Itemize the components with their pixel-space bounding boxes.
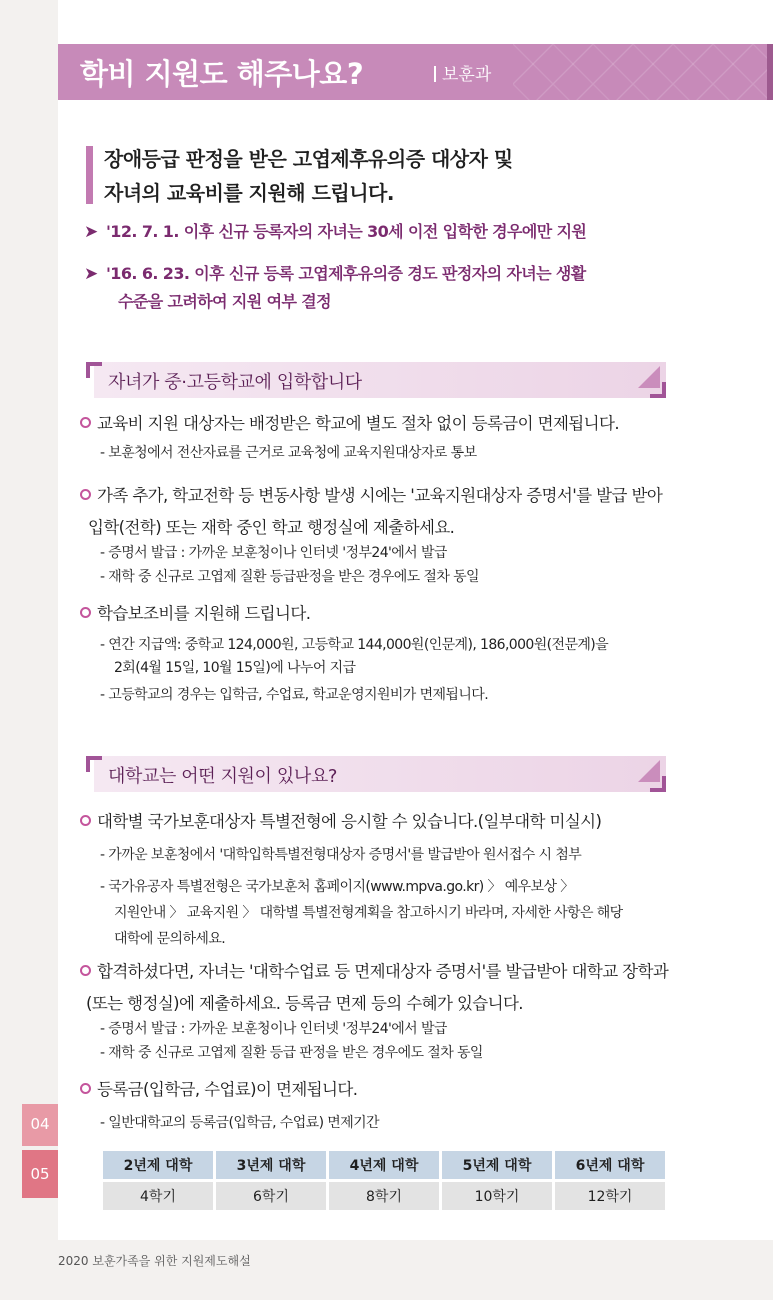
page-footer: 2020 보훈가족을 위한 지원제도해설	[58, 1254, 251, 1268]
table-header-cell: 5년제 대학	[442, 1151, 552, 1179]
list-item: 가족 추가, 학교전학 등 변동사항 발생 시에는 '교육지원대상자 증명서'를 발급 받아 입학(전학) 또는 재학 중인 학교 행정실에 제출하세요.	[80, 480, 680, 544]
chapter-tab-04[interactable]: 04	[22, 1104, 58, 1146]
department-label: 보훈과	[434, 60, 491, 85]
table-cell: 8학기	[329, 1182, 439, 1210]
table-header-cell: 4년제 대학	[329, 1151, 439, 1179]
bullet-icon	[80, 965, 91, 976]
page-header	[58, 44, 773, 100]
table-header-cell: 3년제 대학	[216, 1151, 326, 1179]
list-subitem: - 고등학교의 경우는 입학금, 수업료, 학교운영지원비가 면제됩니다.	[100, 687, 489, 703]
list-item: 대학별 국가보훈대상자 특별전형에 응시할 수 있습니다.(일부대학 미실시)	[80, 806, 680, 838]
section-heading-school	[86, 362, 666, 398]
header-pattern	[513, 44, 773, 100]
header-edge	[767, 44, 773, 100]
arrow-icon: ➤	[84, 222, 99, 242]
intro-note-2: '16. 6. 23. 이후 신규 등록 고엽제후유의증 경도 판정자의 자녀는 생활 수준을 고려하여 지원 여부 결정	[106, 264, 586, 311]
chapter-tab-05[interactable]: 05	[22, 1150, 58, 1198]
section-heading-university	[86, 756, 666, 792]
list-item: 등록금(입학금, 수업료)이 면제됩니다.	[80, 1074, 680, 1106]
table-cell: 10학기	[442, 1182, 552, 1210]
list-item: 합격하셨다면, 자녀는 '대학수업료 등 면제대상자 증명서'를 발급받아 대학교 장학과 (또는 행정실)에 제출하세요. 등록금 면제 등의 수혜가 있습니다.	[80, 956, 680, 1020]
list-item: 교육비 지원 대상자는 배정받은 학교에 별도 절차 없이 등록금이 면제됩니다.	[80, 408, 680, 440]
list-item: 학습보조비를 지원해 드립니다.	[80, 598, 680, 630]
list-subitem: - 재학 중 신규로 고엽제 질환 등급 판정을 받은 경우에도 절차 동일	[100, 1045, 483, 1061]
intro-note-1: '12. 7. 1. 이후 신규 등록자의 자녀는 30세 이전 입학한 경우에만 지원	[106, 222, 587, 241]
list-subitem: - 가까운 보훈청에서 '대학입학특별전형대상자 증명서'를 발급받아 원서접수 시 첨부	[100, 847, 582, 863]
table-header-cell: 2년제 대학	[103, 1151, 213, 1179]
section-title: 자녀가 중·고등학교에 입학합니다	[108, 372, 362, 393]
arrow-icon: ➤	[84, 264, 99, 284]
table-cell: 12학기	[555, 1182, 665, 1210]
bullet-icon	[80, 417, 91, 428]
table-header-row	[103, 1151, 665, 1179]
bullet-icon	[80, 489, 91, 500]
intro-headline: 장애등급 판정을 받은 고엽제후유의증 대상자 및 자녀의 교육비를 지원해 드립니다.	[104, 147, 513, 205]
list-subitem: - 일반대학교의 등록금(입학금, 수업료) 면제기간	[100, 1115, 379, 1131]
list-subitem: - 연간 지급액: 중학교 124,000원, 고등학교 144,000원(인문계), 186,000원(전문계)을 2회(4월 15일, 10월 15일)에 나누어 지급	[100, 637, 609, 676]
bullet-icon	[80, 815, 91, 826]
list-subitem: - 재학 중 신규로 고엽제 질환 등급판정을 받은 경우에도 절차 동일	[100, 569, 479, 585]
exemption-period-table	[100, 1148, 668, 1213]
page-title: 학비 지원도 해주나요?	[80, 57, 364, 91]
table-header-cell: 6년제 대학	[555, 1151, 665, 1179]
table-cell: 6학기	[216, 1182, 326, 1210]
list-subitem: - 보훈청에서 전산자료를 근거로 교육청에 교육지원대상자로 통보	[100, 445, 477, 461]
section-title: 대학교는 어떤 지원이 있나요?	[108, 766, 337, 787]
intro-accent-bar	[86, 146, 93, 204]
table-row	[103, 1182, 665, 1210]
list-subitem: - 증명서 발급 : 가까운 보훈청이나 인터넷 '정부24'에서 발급	[100, 545, 447, 561]
bullet-icon	[80, 1083, 91, 1094]
list-subitem: - 증명서 발급 : 가까운 보훈청이나 인터넷 '정부24'에서 발급	[100, 1021, 447, 1037]
table-cell: 4학기	[103, 1182, 213, 1210]
list-subitem: - 국가유공자 특별전형은 국가보훈처 홈페이지(www.mpva.go.kr) 〉 예우보상 〉 지원안내 〉 교육지원 〉 대학별 특별전형계획을 참고하시기 바라며, 자세한 사항은 해당 대학에 문의하세요.	[100, 879, 623, 947]
bullet-icon	[80, 607, 91, 618]
